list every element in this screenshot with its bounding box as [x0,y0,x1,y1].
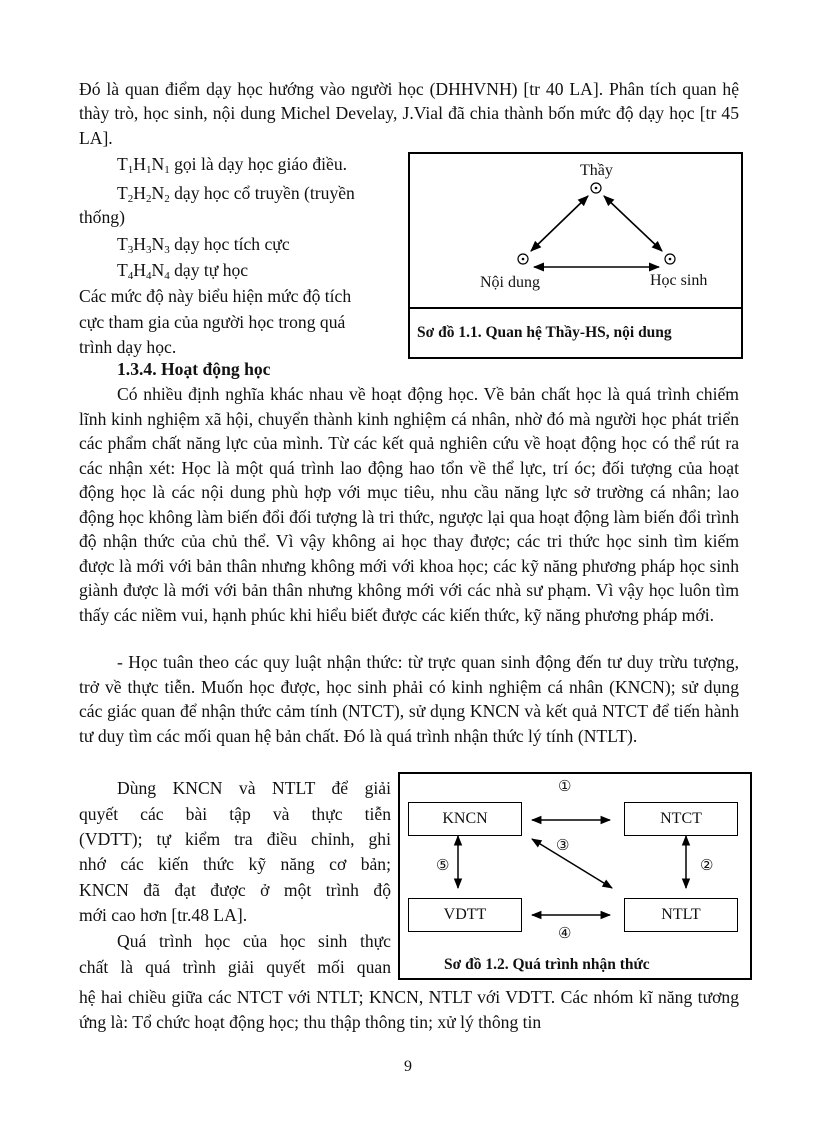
left-line-6: mới cao hơn [tr.48 LA]. [79,905,248,925]
diagram2-caption: Sơ đồ 1.2. Quá trình nhận thức [444,956,650,973]
diagram-teacher-student-content [408,152,743,359]
rules-paragraph: - Học tuân theo các quy luật nhận thức: từ trực quan sinh động đến tư duy trừu tượng, trở về thực tiễn. Muốn học được, học sinh phải có kinh nghiệm cá nhân (KNCN); sử dụng các giác quan để nhận thức cảm tính (NTCT), sử dụng KNCN và kết quả NTCT để tiến hành tư duy tìm các mối quan hệ bản chất. Đó là quá trình nhận thức lý tính (NTLT). [79,652,739,746]
node-vdtt: VDTT [408,898,522,932]
left-line-2: quyết các bài tập và thực tiễn [79,804,391,824]
label-student: Học sinh [650,272,708,289]
section-heading: 1.3.4. Hoạt động học [117,359,271,379]
levels-note-line-3: trình dạy học. [79,337,177,357]
arrow-teacher-content [531,196,588,251]
left-line-4: nhớ các kiến thức kỹ năng cơ bản; [79,854,391,874]
number-4: ④ [558,926,572,942]
level-1: $T_1H_1N_1$ gọi là dạy học giáo điều. [117,154,348,176]
closing-paragraph: hệ hai chiều giữa các NTCT với NTLT; KNCN, NTLT với VDTT. Các nhóm kĩ năng tương ứng là: Tổ chức hoạt động học; thu thập thông tin; xử lý thông tin [79,987,739,1032]
level-2-continuation: thống) [79,207,125,227]
level-3: $T_3H_3N_3$ dạy học tích cực [117,234,290,256]
node-ntct: NTCT [624,802,738,836]
levels-note-line-2: cực tham gia của người học trong quá [79,312,346,332]
left-line-3: (VDTT); tự kiểm tra điều chỉnh, ghi [79,829,391,849]
number-3: ③ [556,838,570,854]
diagram1-caption: Sơ đồ 1.1. Quan hệ Thầy-HS, nội dung [417,324,672,341]
number-1: ① [558,779,572,795]
node-ntlt: NTLT [624,898,738,932]
level-4: $T_4H_4N_4$ dạy tự học [117,260,249,282]
node-kncn: KNCN [408,802,522,836]
intro-paragraph: Đó là quan điểm dạy học hướng vào người học (DHHVNH) [tr 40 LA]. Phân tích quan hệ thày trò, học sinh, nội dung Michel Develay, J.Vial đã chia thành bốn mức độ dạy học [tr 45 LA]. [79,79,739,148]
label-content: Nội dung [480,274,540,291]
arrow-teacher-student [604,196,662,251]
number-2: ② [700,858,714,874]
left-line-5: KNCN đã đạt được ở một trình độ [79,880,391,900]
left-line-8: chất là quá trình giải quyết mối quan [79,957,391,977]
diagram-cognition-process [398,772,752,980]
page-number: 9 [404,1058,412,1075]
left-line-7: Quá trình học của học sinh thực [117,931,391,951]
levels-note-line-1: Các mức độ này biểu hiện mức độ tích [79,286,352,306]
learning-paragraph: Có nhiều định nghĩa khác nhau về hoạt động học. Về bản chất học là quá trình chiếm lĩnh kinh nghiệm xã hội, chuyển thành kinh nghiệm cá nhân, nhờ đó mà người học phát triển các phẩm chất năng lực của mình. Từ các kết quả nghiên cứu về hoạt động học có thể rút ra các nhận xét: Học là một quá trình lao động hao tổn về thể lực, trí óc; đối tượng của hoạt động học là các nội dung phù hợp với mục tiêu, nhu cầu năng lực sở trường cá nhân; lao động học không làm biến đổi đối tượng là tri thức, ngược lại qua hoạt động làm biến đổi trình độ nhận thức của chủ thể. Vì vậy không ai học thay được; các tri thức học sinh tìm kiếm được là mới với bản thân nhưng không mới với khoa học; các kỹ năng phương pháp học sinh giành được là mới với bản thân nhưng không mới với các nhà sư phạm. Vì vậy học luôn tìm thấy các niềm vui, hạnh phúc khi hiểu biết được các kiến thức, kỹ năng phương pháp mới. [79,384,739,625]
level-2: $T_2H_2N_2$ dạy học cổ truyền (truyền [117,183,355,205]
arrow-3-kncn-ntlt [532,839,612,888]
label-teacher: Thầy [580,162,613,179]
number-5: ⑤ [436,858,450,874]
left-line-1: Dùng KNCN và NTLT để giải [117,778,391,798]
